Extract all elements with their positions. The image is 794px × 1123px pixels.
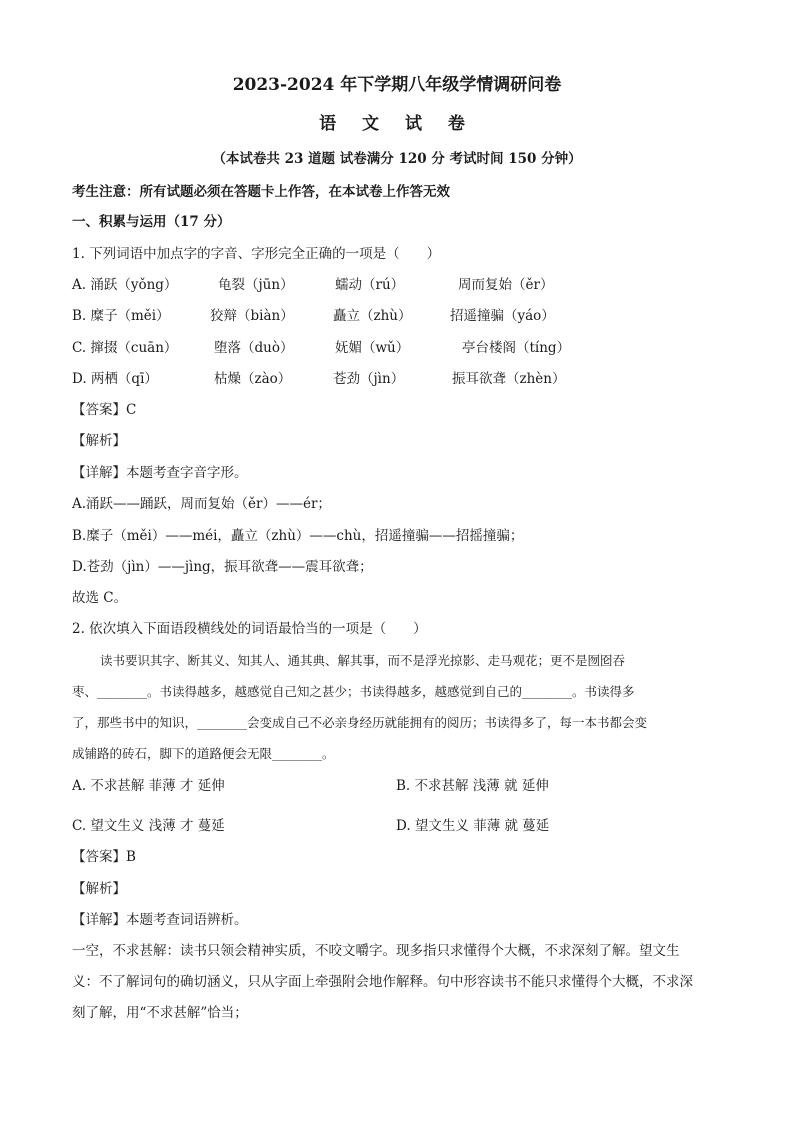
- q1-detail-line: 【详解】本题考查字音字形。: [72, 465, 248, 481]
- exam-title: 2023-2024 年下学期八年级学情调研问卷: [232, 75, 562, 95]
- q2-passage-line: 枣、________。书读得越多，越感觉自己知之甚少；书读得越多，越感觉到自己的________。书读得多: [72, 684, 635, 699]
- q2-answer: 【答案】B: [72, 849, 136, 865]
- exam-notice: 考生注意：所有试题必须在答题卡上作答，在本试卷上作答无效: [72, 184, 450, 200]
- exam-info: （本试卷共 23 道题 试卷满分 120 分 考试时间 150 分钟）: [212, 151, 582, 167]
- q2-detail-line: 一空，不求甚解：读书只领会精神实质，不咬文嚼字。现多指只求懂得个大概，不求深刻了解。望文生: [72, 943, 680, 959]
- q1-analysis-label: 【解析】: [72, 433, 126, 449]
- q2-detail-line: 刻了解，用“不求甚解”恰当；: [72, 1005, 248, 1021]
- q2-detail-line: 义：不了解词句的确切涵义，只从字面上牵强附会地作解释。句中形容读书不能只求懂得个大概，不求深: [72, 974, 693, 990]
- q2-passage-line: 成铺路的砖石，脚下的道路便会无限________。: [72, 746, 335, 761]
- q2-option-b: B. 不求甚解 浅薄 就 延伸: [396, 778, 549, 794]
- q2-stem: 2. 依次填入下面语段横线处的词语最恰当的一项是（ ）: [72, 621, 427, 637]
- document-page: 2023-2024 年下学期八年级学情调研问卷 语 文 试 卷 （本试卷共 23 道题 试卷满分 120 分 考试时间 150 分钟） 考生注意：所有试题必须在答题卡上作答，在本试卷上作答无效 一、积累与运用（17 分） 1. 下列词语中加点字的字音、字形完全正确的一项是（ ） A. 涌跃（yǒng） 龟裂（jūn） 蠕动（rú） 周而复始（ěr） B. 糜子（měi） 狡辩（biàn） 矗立（zhù） 招遥撞骗（yáo） C. 撺掇（cuān） 堕落（duò） 妩媚（wǔ） 亭台楼阁（tíng） D. 两栖（qī） 枯燥（zào） 苍劲（jìn） 振耳欲聋（zhèn） 【答案】C 【解析】 【详解】本题考查字音字形。 A.涌跃——踊跃，周而复始（ěr）——ér； B.糜子（měi）——méi，矗立（zhù）——chù，招遥撞骗——招摇撞骗； D.苍劲（jìn）——jìng，振耳欲聋——震耳欲聋； 故选 C。 2. 依次填入下面语段横线处的词语最恰当的一项是（ ） 读书要识其字、断其义、知其人、通其典、解其事，而不是浮光掠影、走马观花；更不是囫囵吞 枣、________。书读得越多，越感觉自己知之甚少；书读得越多，越感觉到自己的________。书读得多 了，那些书中的知识，________会变成自己不必亲身经历就能拥有的阅历；书读得多了，每一本书都会变 成铺路的砖石，脚下的道路便会无限________。 A. 不求甚解 菲薄 才 延伸 B. 不求甚解 浅薄 就 延伸 C. 望文生义 浅薄 才 蔓延 D. 望文生义 菲薄 就 蔓延 【答案】B 【解析】 【详解】本题考查词语辨析。 一空，不求甚解：读书只领会精神实质，不咬文嚼字。现多指只求懂得个大概，不求深刻了解。望文生 义：不了解词句的确切涵义，只从字面上牵强附会地作解释。句中形容读书不能只求懂得个大概，不求深 刻了解，用“不求甚解”恰当；: [0, 0, 794, 1123]
- q2-option-a: A. 不求甚解 菲薄 才 延伸: [72, 778, 225, 794]
- q1-answer: 【答案】C: [72, 402, 137, 418]
- q2-analysis-label: 【解析】: [72, 881, 126, 897]
- q1-stem: 1. 下列词语中加点字的字音、字形完全正确的一项是（ ）: [72, 246, 441, 262]
- q2-detail-head: 【详解】本题考查词语辨析。: [72, 912, 248, 928]
- q1-detail-line: D.苍劲（jìn）——jìng，振耳欲聋——震耳欲聋；: [72, 559, 373, 575]
- q2-passage-line: 了，那些书中的知识，________会变成自己不必亲身经历就能拥有的阅历；书读得多了，每一本书都会变: [72, 715, 648, 730]
- exam-subject: 语 文 试 卷: [319, 114, 475, 134]
- q2-passage-line: 读书要识其字、断其义、知其人、通其典、解其事，而不是浮光掠影、走马观花；更不是囫囵吞: [100, 653, 626, 668]
- section-heading: 一、积累与运用（17 分）: [72, 214, 231, 230]
- q1-detail-line: A.涌跃——踊跃，周而复始（ěr）——ér；: [72, 496, 331, 512]
- q2-option-c: C. 望文生义 浅薄 才 蔓延: [72, 818, 225, 834]
- q1-detail-line: B.糜子（měi）——méi，矗立（zhù）——chù，招遥撞骗——招摇撞骗；: [72, 528, 524, 544]
- q2-option-d: D. 望文生义 菲薄 就 蔓延: [396, 818, 550, 834]
- q1-detail-line: 故选 C。: [72, 590, 128, 606]
